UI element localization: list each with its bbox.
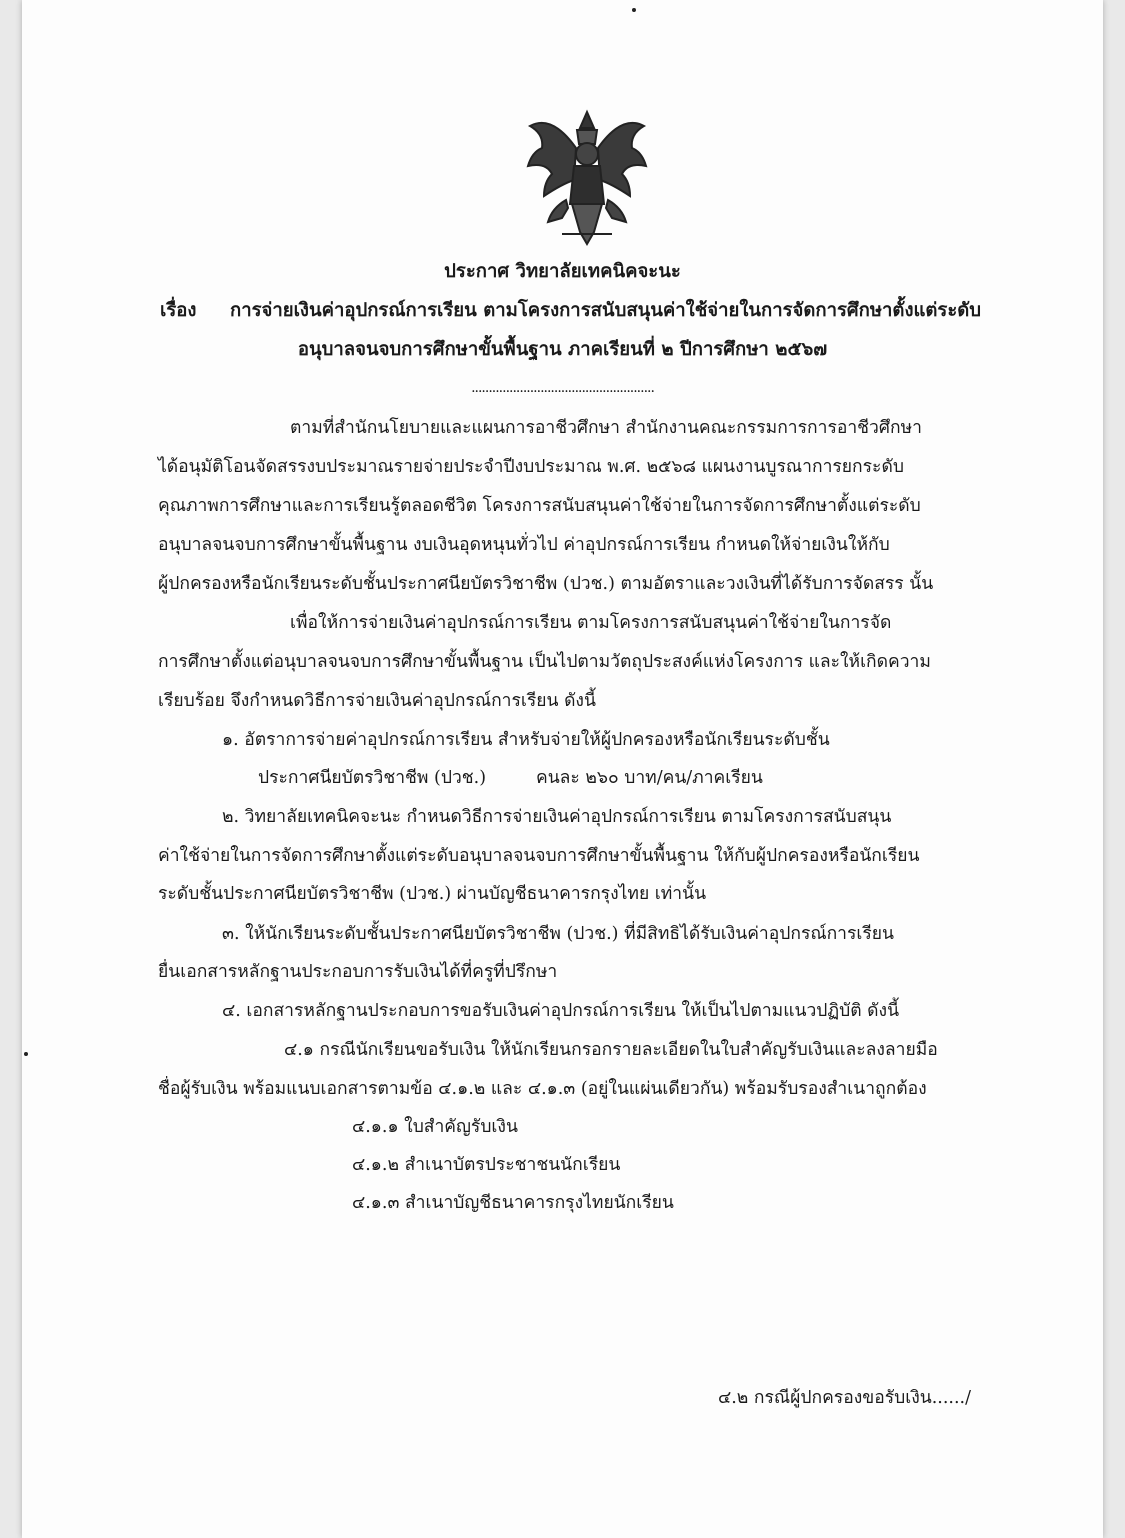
paragraph-1-line-2: ได้อนุมัติโอนจัดสรรงบประมาณรายจ่ายประจำปีงบประมาณ พ.ศ. ๒๕๖๘ แผนงานบูรณาการยกระดับ: [158, 457, 904, 477]
item-2-line-3: ระดับชั้นประกาศนียบัตรวิชาชีพ (ปวช.) ผ่านบัญชีธนาคารกรุงไทย เท่านั้น: [158, 884, 707, 904]
item-1-line-1: ๑. อัตราการจ่ายค่าอุปกรณ์การเรียน สำหรับจ่ายให้ผู้ปกครองหรือนักเรียนระดับชั้น: [222, 730, 830, 750]
divider: .....................................................: [471, 380, 654, 396]
scan-speck: [24, 1052, 28, 1056]
subject-line-1: การจ่ายเงินค่าอุปกรณ์การเรียน ตามโครงการสนับสนุนค่าใช้จ่ายในการจัดการศึกษาตั้งแต่ระดับ: [230, 300, 982, 321]
subitem-4-1-2: ๔.๑.๒ สำเนาบัตรประชาชนนักเรียน: [352, 1155, 621, 1175]
paragraph-1-line-5: ผู้ปกครองหรือนักเรียนระดับชั้นประกาศนียบัตรวิชาชีพ (ปวช.) ตามอัตราและวงเงินที่ได้รับการจัดสรร นั้น: [158, 574, 934, 594]
subject-line-2: อนุบาลจนจบการศึกษาขั้นพื้นฐาน ภาคเรียนที่ ๒ ปีการศึกษา ๒๕๖๗: [297, 339, 828, 360]
subject-label: เรื่อง: [160, 300, 197, 321]
continuation-note: ๔.๒ กรณีผู้ปกครองขอรับเงิน....../: [718, 1388, 971, 1408]
garuda-emblem-icon: [522, 104, 652, 250]
item-2-line-1: ๒. วิทยาลัยเทคนิคจะนะ กำหนดวิธีการจ่ายเงินค่าอุปกรณ์การเรียน ตามโครงการสนับสนุน: [222, 807, 892, 827]
item-3-line-1: ๓. ให้นักเรียนระดับชั้นประกาศนียบัตรวิชาชีพ (ปวช.) ที่มีสิทธิได้รับเงินค่าอุปกรณ์การเรียน: [222, 924, 894, 944]
item-4-1-line-2: ชื่อผู้รับเงิน พร้อมแนบเอกสารตามข้อ ๔.๑.๒ และ ๔.๑.๓ (อยู่ในแผ่นเดียวกัน) พร้อมรับรองสำเนาถูกต้อง: [158, 1079, 927, 1099]
paragraph-1-line-1: ตามที่สำนักนโยบายและแผนการอาชีวศึกษา สำนักงานคณะกรรมการการอาชีวศึกษา: [290, 418, 922, 438]
item-2-line-2: ค่าใช้จ่ายในการจัดการศึกษาตั้งแต่ระดับอนุบาลจนจบการศึกษาขั้นพื้นฐาน ให้กับผู้ปกครองหรือนักเรียน: [158, 846, 920, 866]
paragraph-1-line-4: อนุบาลจนจบการศึกษาขั้นพื้นฐาน งบเงินอุดหนุนทั่วไป ค่าอุปกรณ์การเรียน กำหนดให้จ่ายเงินให้กับ: [158, 535, 890, 555]
announcement-title: ประกาศ วิทยาลัยเทคนิคจะนะ: [444, 261, 681, 282]
item-1-rate: คนละ ๒๖๐ บาท/คน/ภาคเรียน: [536, 768, 763, 788]
document-page: [22, 0, 1103, 1538]
item-3-line-2: ยื่นเอกสารหลักฐานประกอบการรับเงินได้ที่ครูที่ปรึกษา: [158, 962, 558, 982]
paragraph-2-line-3: เรียบร้อย จึงกำหนดวิธีการจ่ายเงินค่าอุปกรณ์การเรียน ดังนี้: [158, 691, 596, 711]
subitem-4-1-1: ๔.๑.๑ ใบสำคัญรับเงิน: [352, 1117, 518, 1137]
item-4-1-line-1: ๔.๑ กรณีนักเรียนขอรับเงิน ให้นักเรียนกรอกรายละเอียดในใบสำคัญรับเงินและลงลายมือ: [284, 1040, 938, 1060]
item-4-line: ๔. เอกสารหลักฐานประกอบการขอรับเงินค่าอุปกรณ์การเรียน ให้เป็นไปตามแนวปฏิบัติ ดังนี้: [222, 1001, 900, 1021]
scan-speck: [632, 8, 636, 12]
subitem-4-1-3: ๔.๑.๓ สำเนาบัญชีธนาคารกรุงไทยนักเรียน: [352, 1193, 674, 1213]
item-1-line-2: ประกาศนียบัตรวิชาชีพ (ปวช.): [258, 768, 487, 788]
paragraph-2-line-2: การศึกษาตั้งแต่อนุบาลจนจบการศึกษาขั้นพื้นฐาน เป็นไปตามวัตถุประสงค์แห่งโครงการ และให้เกิดความ: [158, 652, 931, 672]
paragraph-2-line-1: เพื่อให้การจ่ายเงินค่าอุปกรณ์การเรียน ตามโครงการสนับสนุนค่าใช้จ่ายในการจัด: [290, 613, 892, 633]
paragraph-1-line-3: คุณภาพการศึกษาและการเรียนรู้ตลอดชีวิต โครงการสนับสนุนค่าใช้จ่ายในการจัดการศึกษาตั้งแต่ระดับ: [158, 496, 921, 516]
